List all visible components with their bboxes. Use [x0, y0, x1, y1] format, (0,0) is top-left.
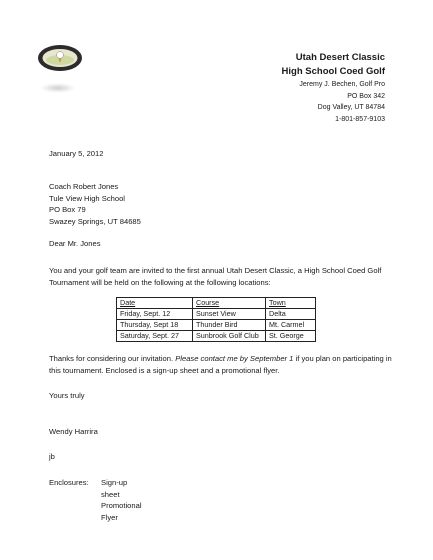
table-cell: Saturday, Sept. 27 [117, 331, 193, 342]
invitation-paragraph: You and your golf team are invited to the first annual Utah Desert Classic, a High School Coed Golf Tournament will be held on the following at the following locations: [49, 266, 382, 287]
recipient-po-box: PO Box 79 [49, 205, 86, 214]
recipient-address [49, 181, 141, 227]
table-cell: Delta [266, 309, 316, 320]
logo-shadow [40, 83, 76, 93]
complimentary-close: Yours truly [49, 391, 85, 400]
table-cell: Mt. Carmel [266, 320, 316, 331]
recipient-city: Swazey Springs, UT 84685 [49, 216, 141, 226]
salutation: Dear Mr. Jones [49, 239, 101, 248]
golf-logo-icon [36, 42, 84, 76]
column-header: Course [193, 298, 266, 309]
table-cell: Thunder Bird [193, 320, 266, 331]
enclosures-block [49, 477, 142, 522]
letterhead-title: Utah Desert Classic [295, 52, 385, 63]
paragraph-text: if you plan on participating in this tournament. Enclosed is a sign-up sheet and a promotional flyer. [49, 354, 392, 375]
letterhead-city: Dog Valley, UT 84784 [317, 104, 385, 111]
paragraph-text: Thanks for considering our invitation. [49, 354, 176, 363]
enclosure-item: Promotional Flyer [101, 501, 142, 522]
letterhead-contact: Jeremy J. Bechen, Golf Pro [299, 81, 385, 88]
letterhead-subtitle: High School Coed Golf [281, 66, 385, 77]
table-cell: Thursday, Sept 18 [117, 320, 193, 331]
recipient-name: Coach Robert Jones [49, 182, 119, 191]
column-header: Town [266, 298, 316, 309]
signer-name: Wendy Harrira [49, 427, 98, 436]
column-header: Date [117, 298, 193, 309]
table-row [117, 331, 316, 342]
letter-date: January 5, 2012 [49, 149, 104, 158]
enclosures-label: Enclosures: [49, 478, 89, 487]
closing-paragraph [49, 353, 399, 376]
table-row [117, 309, 316, 320]
letterhead-phone: 1-801-857-9103 [335, 115, 385, 123]
recipient-school: Tule View High School [49, 193, 125, 203]
letterhead [282, 51, 385, 125]
letterhead-po-box: PO Box 342 [347, 92, 385, 100]
enclosures-list [101, 477, 142, 523]
schedule-table [116, 297, 316, 342]
table-cell: Sunset View [193, 309, 266, 320]
enclosure-item: Sign-up sheet [101, 478, 128, 499]
typist-initials: jb [49, 452, 55, 461]
contact-deadline-text: Please contact me by September 1 [175, 354, 294, 363]
table-cell: Friday, Sept. 12 [117, 309, 193, 320]
table-cell: Sunbrook Golf Club [193, 331, 266, 342]
table-header-row [117, 298, 316, 309]
table-cell: St. George [266, 331, 316, 342]
table-row [117, 320, 316, 331]
